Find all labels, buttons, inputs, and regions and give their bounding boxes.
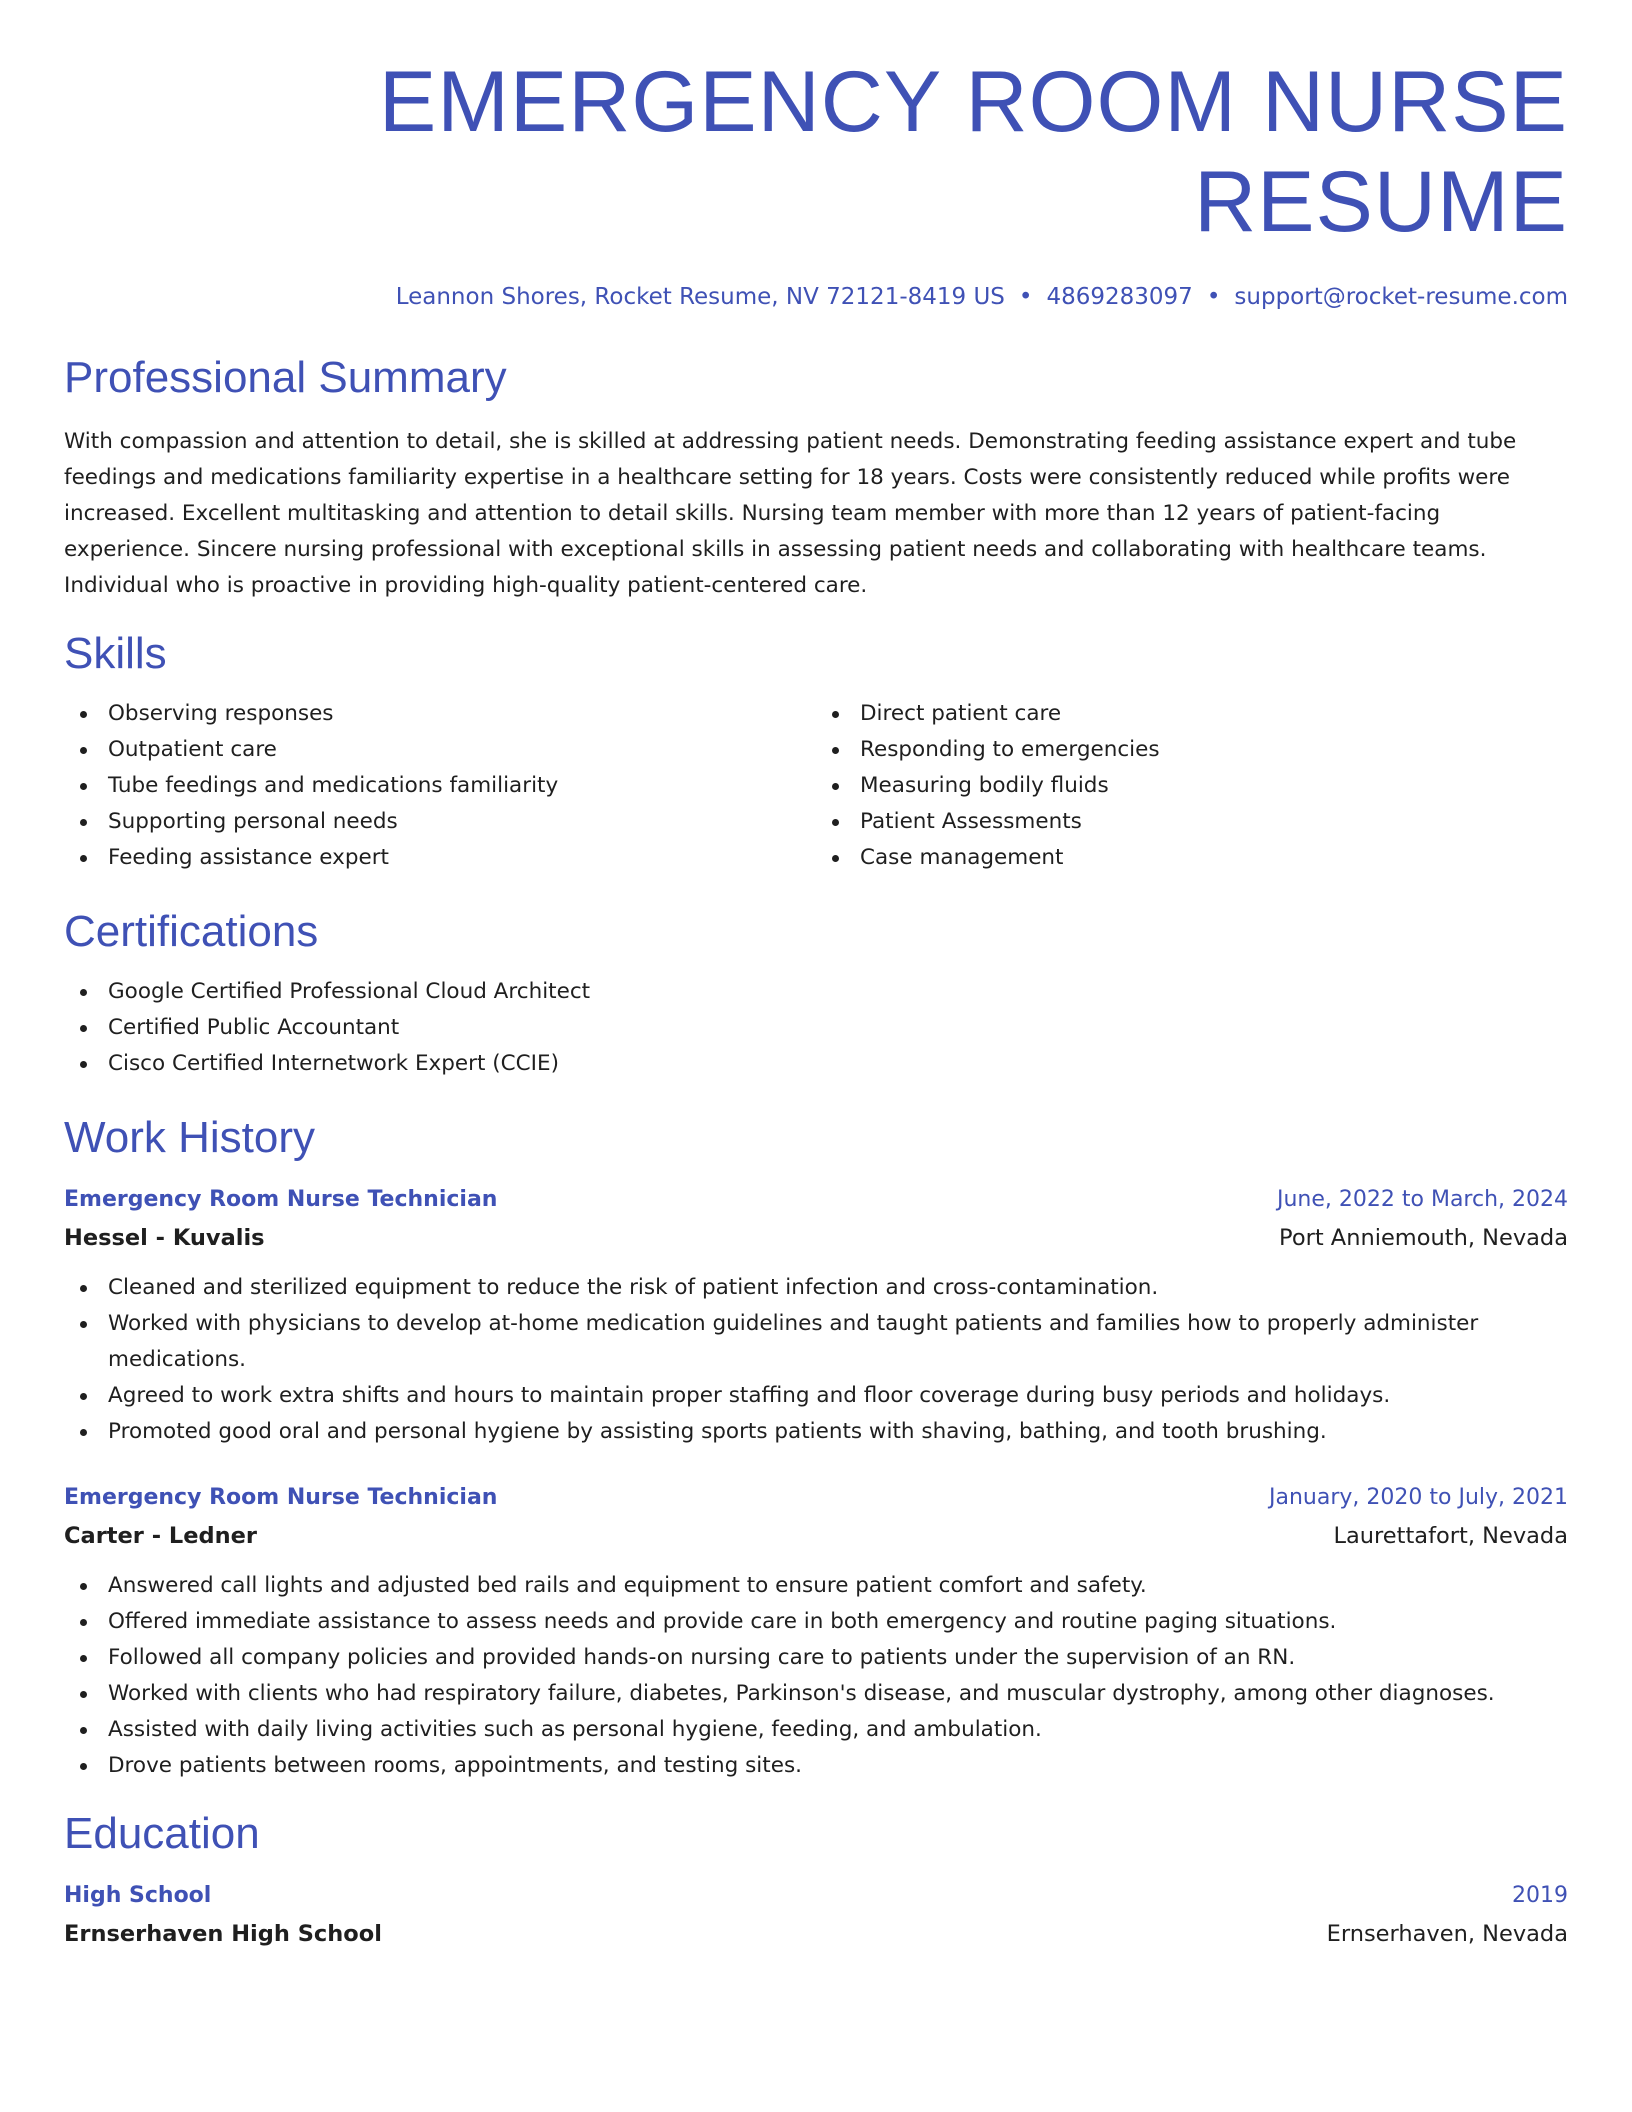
job-duties-list — [64, 1568, 1568, 1784]
skill-item: Case management — [816, 840, 1568, 876]
contact-line — [64, 282, 1568, 312]
certification-item: Google Certified Professional Cloud Architect — [64, 974, 1568, 1010]
job-duty-item: Agreed to work extra shifts and hours to maintain proper staffing and floor coverage during busy periods and holidays. — [64, 1378, 1568, 1414]
job-duty-item: Cleaned and sterilized equipment to reduce the risk of patient infection and cross-contamination. — [64, 1270, 1568, 1306]
resume-title: EMERGENCY ROOM NURSE RESUME — [378, 54, 1568, 250]
certifications-list — [64, 974, 1568, 1082]
education-entry — [64, 1878, 1568, 1952]
contact-separator: • — [1206, 284, 1221, 310]
job-duty-item: Worked with physicians to develop at-home medication guidelines and taught patients and families how to properly administer medications. — [64, 1306, 1568, 1378]
contact-separator: • — [1018, 284, 1033, 310]
job-company: Hessel - Kuvalis — [64, 1225, 265, 1251]
job-subheader — [64, 1518, 1568, 1554]
skills-list — [64, 696, 1568, 876]
certification-item: Cisco Certified Internetwork Expert (CCIE) — [64, 1046, 1568, 1082]
skill-item: Measuring bodily fluids — [816, 768, 1568, 804]
job-duty-item: Drove patients between rooms, appointments, and testing sites. — [64, 1748, 1568, 1784]
job-duty-item: Assisted with daily living activities such as personal hygiene, feeding, and ambulation. — [64, 1712, 1568, 1748]
skill-item: Patient Assessments — [816, 804, 1568, 840]
job-entry — [64, 1182, 1568, 1450]
section-title-education: Education — [64, 1809, 260, 1858]
job-header — [64, 1480, 1568, 1516]
education-year: 2019 — [1512, 1883, 1568, 1908]
job-duty-item: Promoted good oral and personal hygiene by assisting sports patients with shaving, bathing, and tooth brushing. — [64, 1414, 1568, 1450]
education-school: Ernserhaven High School — [64, 1921, 382, 1947]
skills-column-right — [816, 696, 1568, 876]
certification-item: Certified Public Accountant — [64, 1010, 1568, 1046]
job-subheader — [64, 1220, 1568, 1256]
skills-column-left — [64, 696, 816, 876]
job-dates: January, 2020 to July, 2021 — [1269, 1485, 1568, 1510]
professional-summary-text: With compassion and attention to detail, she is skilled at addressing patient needs. Demonstrating feeding assistance expert and tube feedings and medications familiarity expertise in a healthcare setting for 18 years. Costs were consistently reduced while profits were increased. Excellent multitasking and attention to detail skills. Nursing team member with more than 12 years of patient-facing experience. Sincere nursing professional with exceptional skills in assessing patient needs and collaborating with healthcare teams. Individual who is proactive in providing high-quality patient-centered care. — [64, 429, 1517, 598]
contact-address: Leannon Shores, Rocket Resume, NV 72121-8419 US — [395, 284, 1005, 310]
skill-item: Responding to emergencies — [816, 732, 1568, 768]
section-title-certifications: Certifications — [64, 907, 319, 956]
skill-item: Tube feedings and medications familiarity — [64, 768, 816, 804]
job-location: Laurettafort, Nevada — [1333, 1523, 1568, 1549]
skill-item: Supporting personal needs — [64, 804, 816, 840]
contact-phone: 4869283097 — [1046, 284, 1193, 310]
job-duty-item: Worked with clients who had respiratory failure, diabetes, Parkinson's disease, and muscular dystrophy, among other diagnoses. — [64, 1676, 1568, 1712]
section-title-work-history: Work History — [64, 1113, 315, 1162]
job-company: Carter - Ledner — [64, 1523, 257, 1549]
skill-item: Direct patient care — [816, 696, 1568, 732]
skill-item: Observing responses — [64, 696, 816, 732]
job-dates: June, 2022 to March, 2024 — [1277, 1187, 1568, 1212]
job-duty-item: Offered immediate assistance to assess needs and provide care in both emergency and routine paging situations. — [64, 1604, 1568, 1640]
section-title-skills: Skills — [64, 629, 167, 678]
job-duty-item: Answered call lights and adjusted bed rails and equipment to ensure patient comfort and safety. — [64, 1568, 1568, 1604]
job-entry — [64, 1480, 1568, 1784]
contact-email: support@rocket-resume.com — [1234, 284, 1568, 310]
job-duty-item: Followed all company policies and provided hands-on nursing care to patients under the supervision of an RN. — [64, 1640, 1568, 1676]
skill-item: Outpatient care — [64, 732, 816, 768]
job-title: Emergency Room Nurse Technician — [64, 1485, 498, 1510]
section-title-professional-summary: Professional Summary — [64, 353, 507, 402]
education-subheader — [64, 1916, 1568, 1952]
education-degree: High School — [64, 1883, 212, 1908]
skill-item: Feeding assistance expert — [64, 840, 816, 876]
job-location: Port Anniemouth, Nevada — [1279, 1225, 1568, 1251]
job-header — [64, 1182, 1568, 1218]
education-header — [64, 1878, 1568, 1914]
job-title: Emergency Room Nurse Technician — [64, 1187, 498, 1212]
education-location: Ernserhaven, Nevada — [1326, 1921, 1568, 1947]
job-duties-list — [64, 1270, 1568, 1450]
